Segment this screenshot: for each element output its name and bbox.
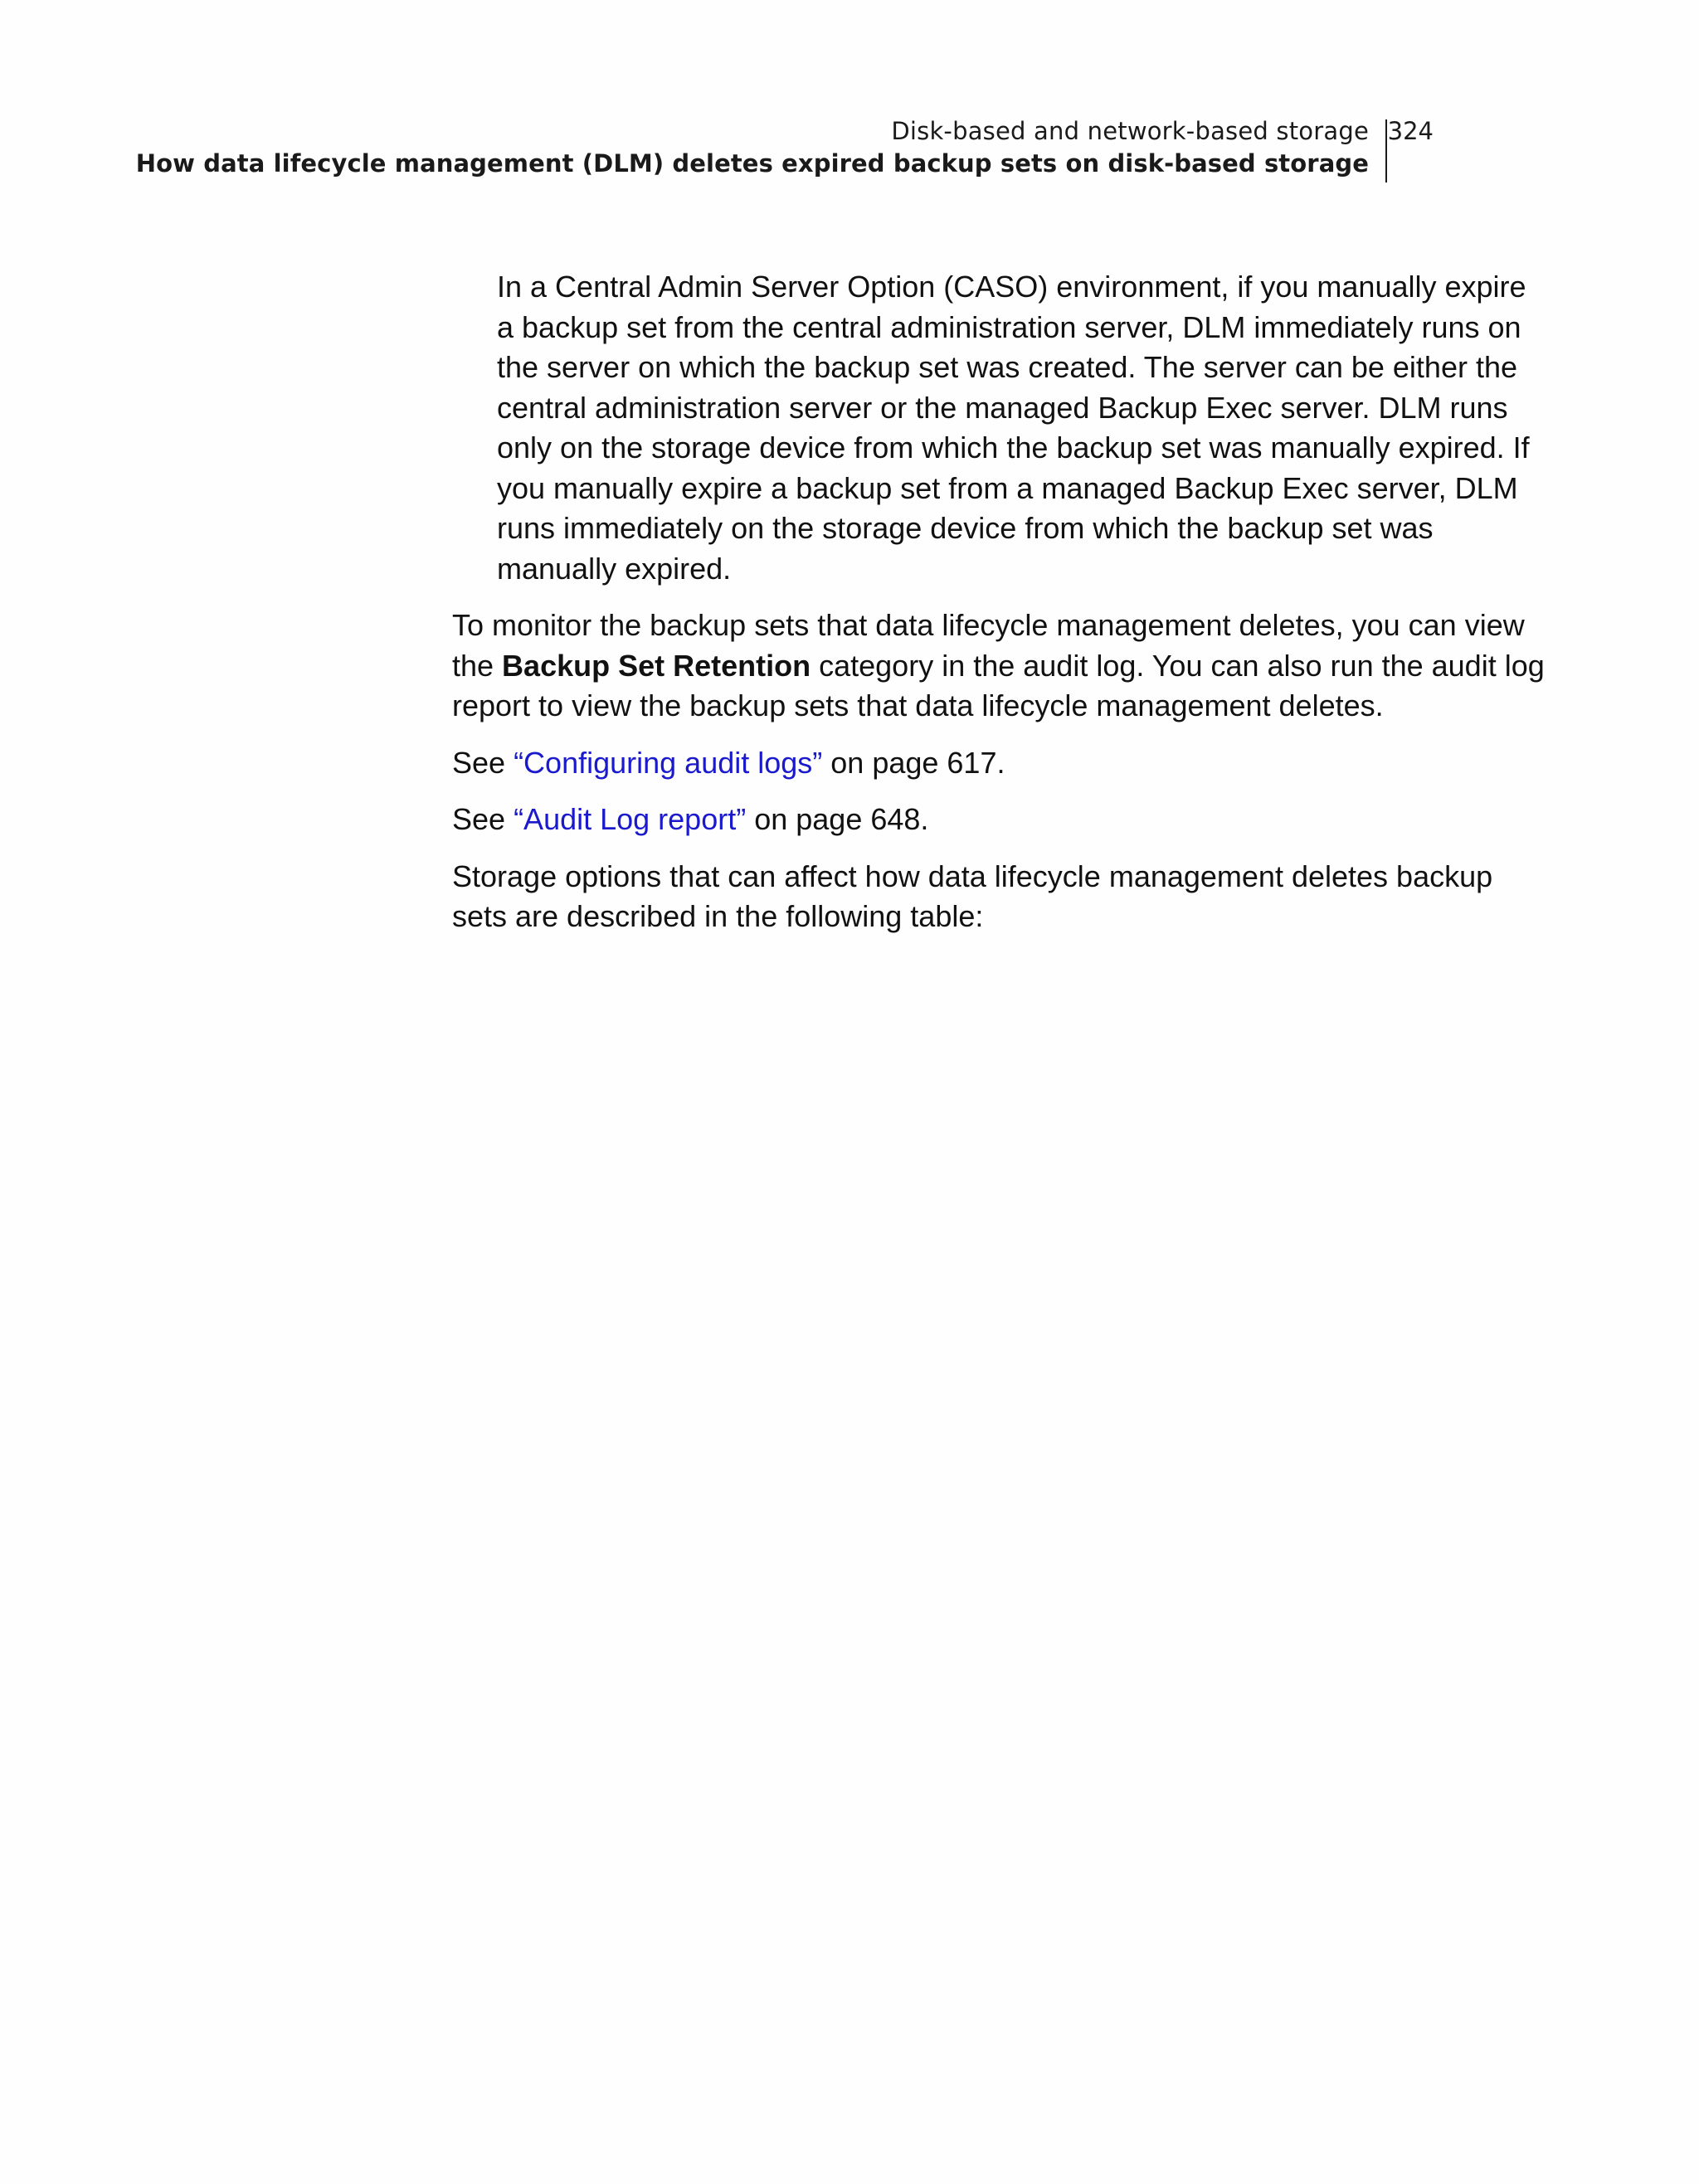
monitor-text-before: To monitor the backup sets that data lifecycle management deletes, you can view the — [452, 608, 1525, 683]
monitor-text-after: category in the audit log. You can also run the audit log report to view the backup sets that data lifecycle management deletes. — [452, 648, 1545, 722]
table-intro-paragraph: Storage options that can affect how data lifecycle management deletes backup sets are described in the following table: — [452, 859, 1493, 933]
page-number: 324 — [1387, 117, 1434, 145]
header-topic-title: How data lifecycle management (DLM) deletes expired backup sets on disk-based storage — [135, 149, 1369, 178]
backup-set-retention-term: Backup Set Retention — [502, 648, 811, 683]
see-also-audit-log-report — [452, 800, 1547, 840]
page-header — [0, 114, 1533, 184]
see-prefix: See — [452, 745, 514, 780]
header-section-title: Disk-based and network-based storage — [891, 117, 1369, 145]
see-also-audit-logs — [452, 743, 1547, 784]
monitor-paragraph — [452, 606, 1547, 727]
caso-note-paragraph: In a Central Admin Server Option (CASO) environment, if you manually expire a backup set from the central administration server, DLM immediately runs on the server on which the backup set was created. The server can be either the central administration server or the managed Backup Exec server. DLM runs only on the storage device from which the backup set was manually expired. If you manually expire a backup set from a managed Backup Exec server, DLM runs immediately on the storage device from which the backup set was manually expired. — [497, 270, 1530, 586]
configuring-audit-logs-link[interactable]: “Configuring audit logs” — [514, 745, 823, 780]
see-prefix: See — [452, 802, 514, 836]
page-body — [452, 267, 1547, 954]
audit-log-report-link[interactable]: “Audit Log report” — [514, 802, 747, 836]
see-page-ref: on page 617. — [822, 745, 1005, 780]
running-header — [136, 114, 1369, 179]
see-page-ref: on page 648. — [746, 802, 929, 836]
